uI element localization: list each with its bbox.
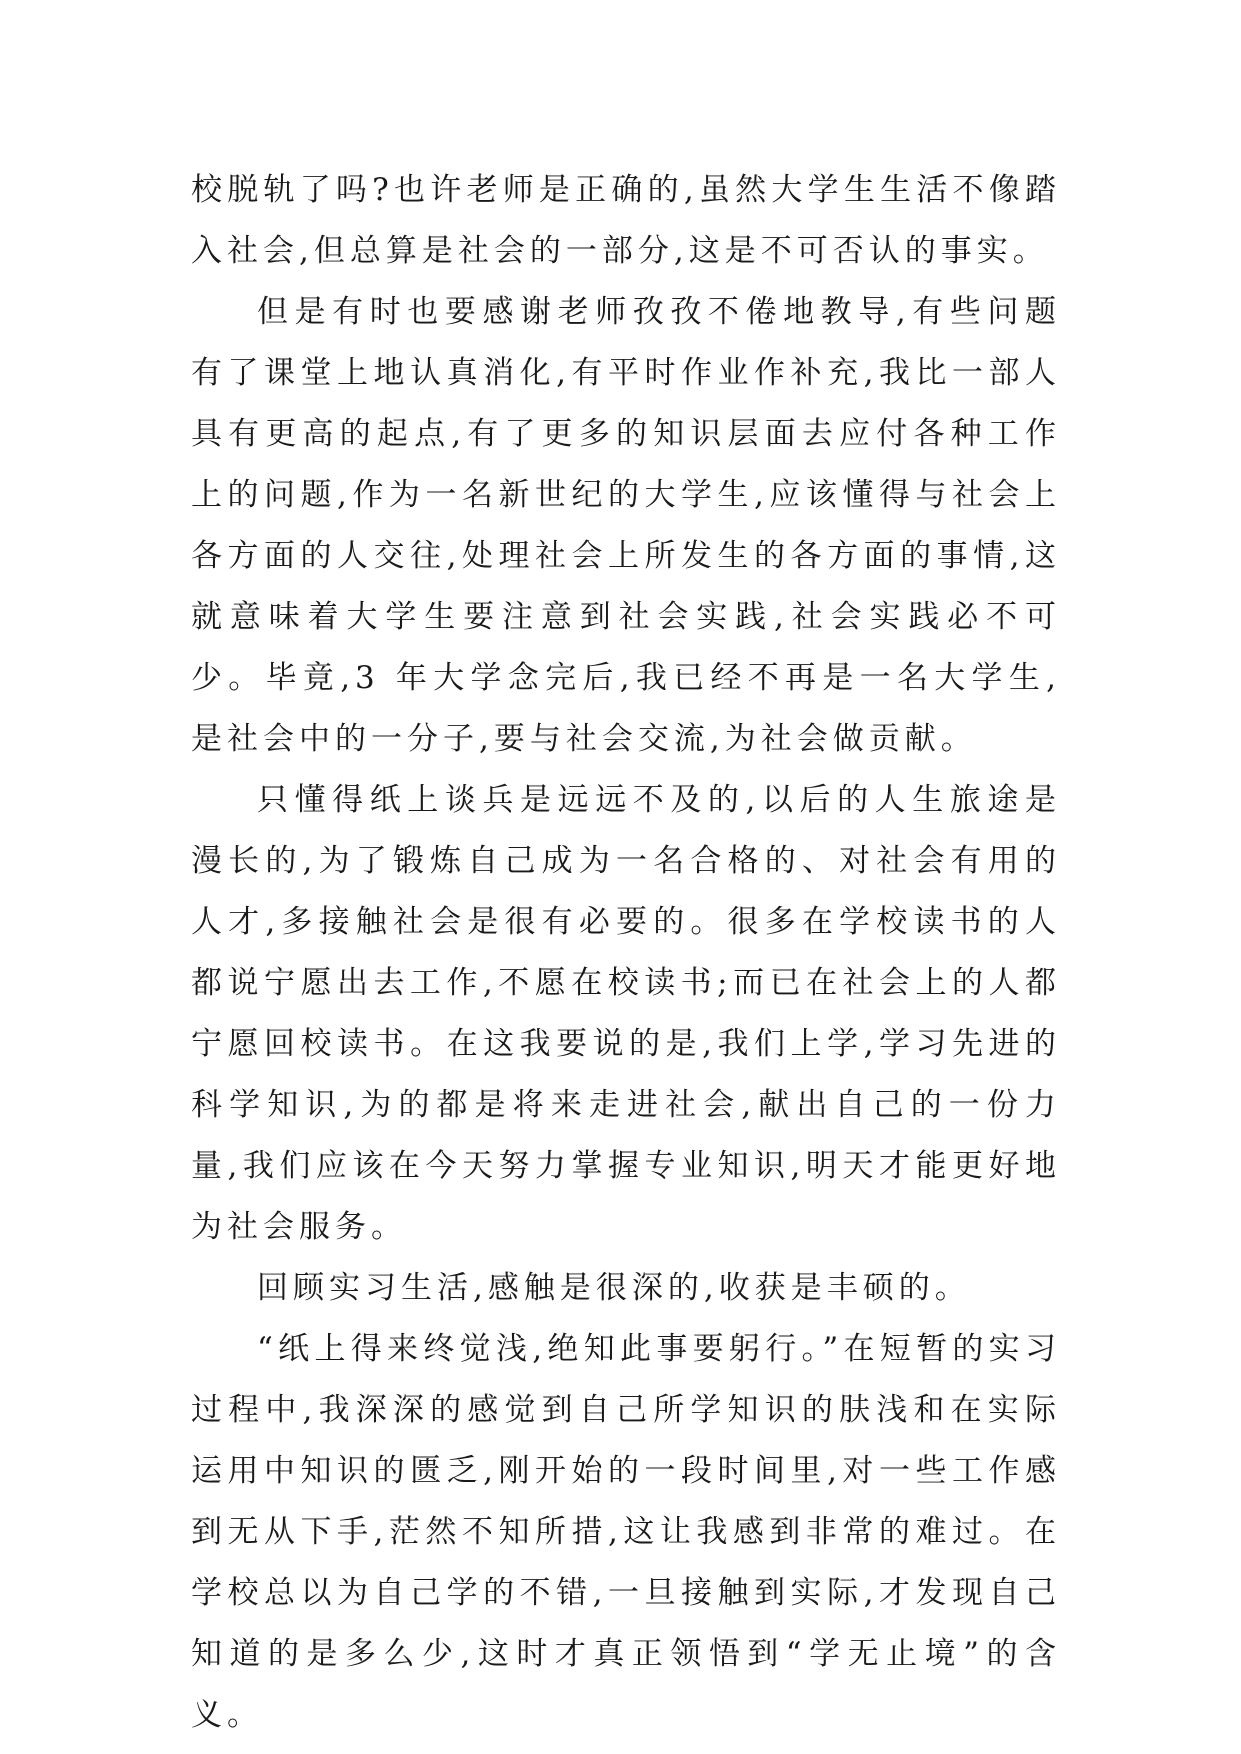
paragraph-review: 回顾实习生活,感触是很深的,收获是丰硕的。 bbox=[257, 1270, 971, 1306]
paragraph-teacher-thanks: 但是有时也要感谢老师孜孜不倦地教导,有些问题有了课堂上地认真消化,有平时作业作补充,我比一部人具有更高的起点,有了更多的知识层面去应付各种工作上的问题,作为一名新世纪的大学生,应该懂得与社会上各方面的人交往,处理社会上所发生的各方面的事情,这就意味着大学生要注意到社会实践,社会实践必不可少。毕竟,3 年大学念完后,我已经不再是一名大学生,是社会中的一分子,要与社会交流,为社会做贡献。 bbox=[191, 294, 1061, 757]
paragraph-quote: “纸上得来终觉浅,绝知此事要躬行。”在短暂的实习过程中,我深深的感觉到自己所学知识的肤浅和在实际运用中知识的匮乏,刚开始的一段时间里,对一些工作感到无从下手,茫然不知所措,这让我感到非常的难过。在学校总以为自己学的不错,一旦接触到实际,才发现自己知道的是多么少,这时才真正领悟到“学无止境”的含义。 bbox=[191, 1331, 1061, 1733]
paragraph-theory-practice: 只懂得纸上谈兵是远远不及的,以后的人生旅途是漫长的,为了锻炼自己成为一名合格的、对社会有用的人才,多接触社会是很有必要的。很多在学校读书的人都说宁愿出去工作,不愿在校读书;而已在社会上的人都宁愿回校读书。在这我要说的是,我们上学,学习先进的科学知识,为的都是将来走进社会,献出自己的一份力量,我们应该在今天努力掌握专业知识,明天才能更好地为社会服务。 bbox=[191, 782, 1061, 1245]
paragraph-continuation: 校脱轨了吗?也许老师是正确的,虽然大学生生活不像踏入社会,但总算是社会的一部分,这是不可否认的事实。 bbox=[191, 172, 1061, 269]
document-body bbox=[191, 160, 1061, 1746]
